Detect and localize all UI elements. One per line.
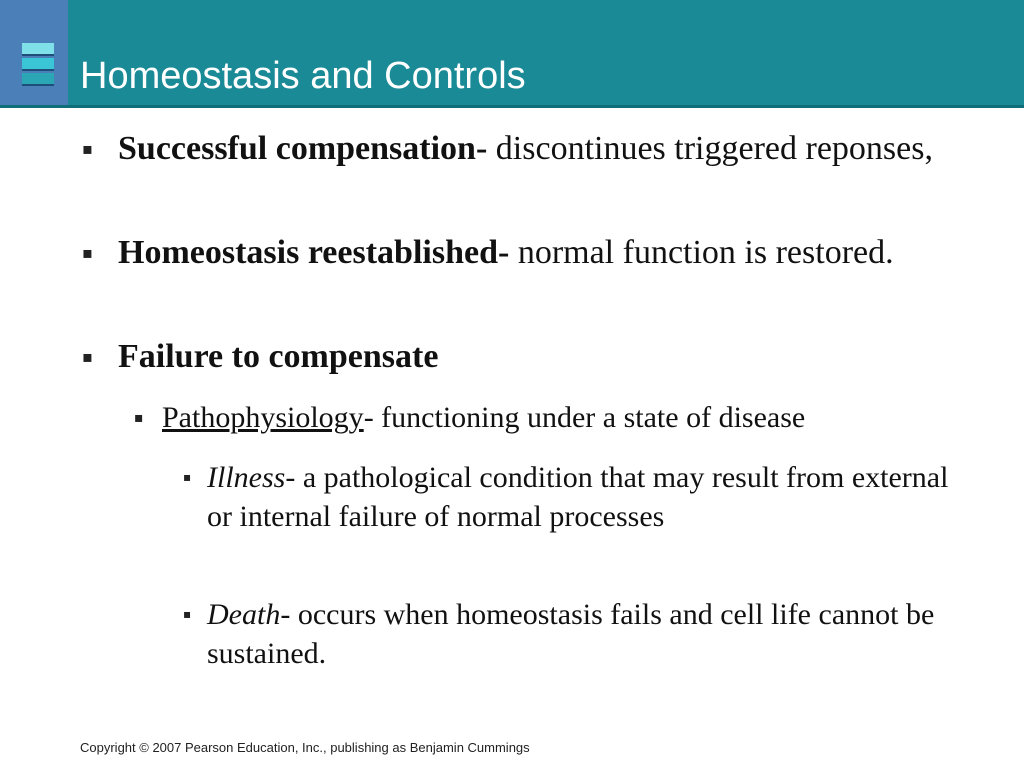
- sub-sub-bullet-item-illness: [183, 458, 977, 536]
- bullet-term: Illness: [207, 461, 286, 494]
- bullet-marker-icon: ▪: [82, 139, 93, 158]
- sub-bullet-item-pathophysiology: [134, 399, 982, 437]
- copyright-footer: Copyright © 2007 Pearson Education, Inc., publishing as Benjamin Cummings: [80, 740, 530, 755]
- bullet-item-failure-to-compensate: [82, 336, 958, 378]
- slide-title: Homeostasis and Controls: [80, 55, 526, 97]
- bullet-text: - a pathological condition that may result from external or internal failure of normal processes: [207, 461, 949, 533]
- bullet-term: Failure to compensate: [118, 338, 439, 375]
- header-divider: [0, 105, 1024, 108]
- bullet-text: discontinues triggered reponses,: [487, 130, 933, 167]
- bullet-item-homeostasis-reestablished: [82, 232, 958, 274]
- bullet-marker-icon: ▪: [82, 243, 93, 262]
- bullet-item-successful-compensation: [82, 128, 958, 170]
- bullet-marker-icon: ▪: [82, 347, 93, 366]
- bullet-term: Death: [207, 598, 281, 631]
- slide-header: [0, 0, 1024, 105]
- bullet-term: Pathophysiology: [162, 401, 364, 434]
- logo-bar-3: [22, 73, 54, 84]
- bullet-marker-icon: ▪: [183, 607, 192, 621]
- bullet-marker-icon: ▪: [183, 470, 192, 484]
- logo-bar-1: [22, 43, 54, 54]
- sub-sub-bullet-item-death: [183, 595, 977, 673]
- bullet-term: Successful compensation-: [118, 130, 488, 167]
- bullet-text: - occurs when homeostasis fails and cell life cannot be sustained.: [207, 598, 935, 670]
- bullet-term: Homeostasis reestablished-: [118, 234, 510, 271]
- bullet-text: normal function is restored.: [509, 234, 894, 271]
- bullet-text: - functioning under a state of disease: [363, 401, 806, 434]
- logo-bar-2: [22, 58, 54, 69]
- bullet-marker-icon: ▪: [134, 410, 144, 426]
- logo-icon: [0, 0, 68, 105]
